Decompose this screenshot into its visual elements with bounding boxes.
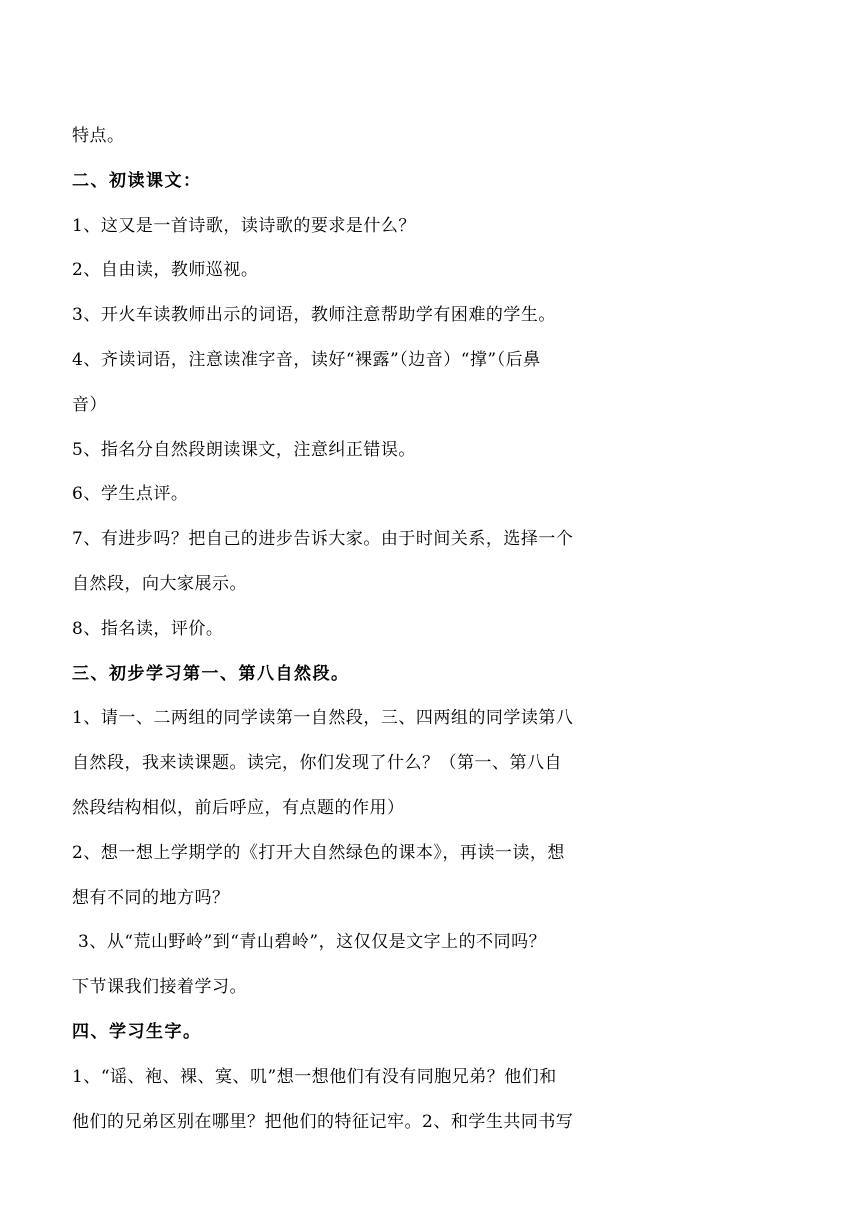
paragraph-line: 他们的兄弟区别在哪里？把他们的特征记牢。2、和学生共同书写 xyxy=(72,1111,574,1132)
paragraph-line: 下节课我们接着学习。 xyxy=(72,977,247,998)
paragraph-line: 6、学生点评。 xyxy=(72,484,189,505)
paragraph-line: 5、指名分自然段朗读课文，注意纠正错误。 xyxy=(72,439,416,460)
section-heading: 四、学习生字。 xyxy=(72,1021,202,1042)
document-page xyxy=(72,114,632,1144)
paragraph-line: 7、有进步吗？把自己的进步告诉大家。由于时间关系，选择一个 xyxy=(72,529,574,550)
paragraph-line: 自然段，向大家展示。 xyxy=(72,573,247,594)
paragraph-line: 音） xyxy=(72,394,107,415)
paragraph-line: 自然段，我来读课题。读完，你们发现了什么？（第一、第八自 xyxy=(72,753,562,774)
paragraph-line: 特点。 xyxy=(72,126,125,146)
paragraph-line: 3、从“荒山野岭”到“青山碧岭”，这仅仅是文字上的不同吗？ xyxy=(78,932,547,953)
paragraph-line: 1、这又是一首诗歌，读诗歌的要求是什么？ xyxy=(72,215,416,236)
paragraph-line: 1、请一、二两组的同学读第一自然段，三、四两组的同学读第八 xyxy=(72,708,574,729)
paragraph-line: 3、开火车读教师出示的词语，教师注意帮助学有困难的学生。 xyxy=(72,305,556,326)
paragraph-line: 2、想一想上学期学的《打开大自然绿色的课本》，再读一读，想 xyxy=(72,842,565,863)
section-heading: 二、初读课文： xyxy=(72,170,202,191)
paragraph-line: 2、自由读，教师巡视。 xyxy=(72,260,259,281)
section-heading: 三、初步学习第一、第八自然段。 xyxy=(72,663,350,684)
paragraph-line: 4、齐读词语，注意读准字音，读好“裸露”（边音）“撑”（后鼻 xyxy=(72,349,541,370)
paragraph-line: 然段结构相似，前后呼应，有点题的作用） xyxy=(72,797,405,818)
paragraph-line: 想有不同的地方吗？ xyxy=(72,887,230,908)
paragraph-line: 8、指名读，评价。 xyxy=(72,618,224,639)
paragraph-line: 1、“谣、袍、裸、寞、叽”想一想他们有没有同胞兄弟？他们和 xyxy=(72,1066,557,1087)
